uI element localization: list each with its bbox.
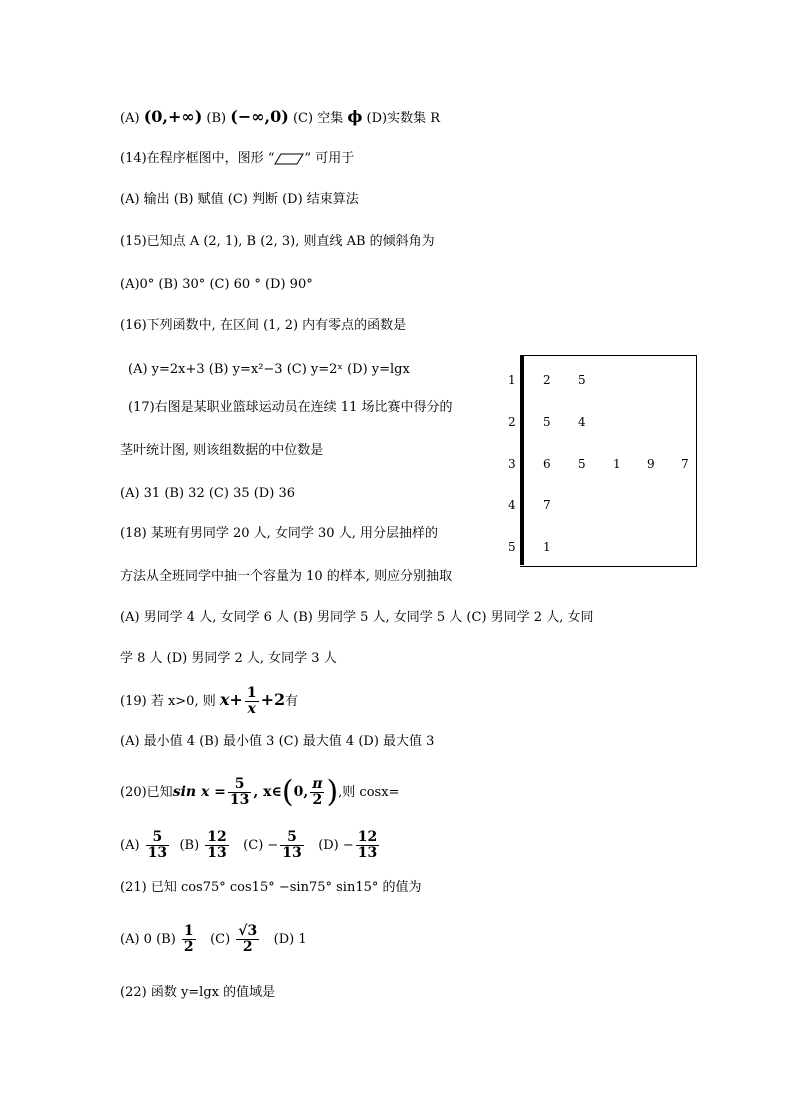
q22-question: (22) 函数 y=lgx 的值域是	[120, 985, 276, 1000]
q15-question: (15)已知点 A (2, 1), B (2, 3), 则直线 AB 的倾斜角为	[120, 234, 435, 249]
leaf-value: 5	[543, 415, 551, 429]
leaf-value: 7	[543, 498, 551, 512]
q20-fraction	[228, 777, 251, 808]
q21-question: (21) 已知 cos75° cos15° −sin75° sin15° 的值为	[120, 880, 422, 895]
stem-value: 3	[508, 457, 516, 471]
q20-b-frac	[205, 830, 228, 861]
q19-text-pre: (19) 若 x>0, 则	[120, 694, 216, 709]
leaf-value: 7	[681, 457, 689, 471]
q19-fraction-num: 1	[246, 685, 257, 701]
q20-text-pre: (20)已知	[120, 785, 173, 800]
q19-text-post: 有	[285, 694, 299, 709]
q15-options: (A)0° (B) 30° (C) 60 ° (D) 90°	[120, 277, 313, 292]
q21-half-frac	[182, 924, 196, 955]
q21-root-den: 2	[242, 939, 253, 955]
q20-b-den: 13	[207, 845, 227, 861]
q14-question	[120, 149, 354, 169]
q18-question-line1: (18) 某班有男同学 20 人, 女同学 30 人, 用分层抽样的	[120, 526, 438, 541]
q20-a-den: 13	[147, 845, 168, 861]
q14-text-post: ” 可用于	[304, 151, 355, 166]
q21-half-num: 1	[183, 923, 194, 939]
parallelogram-icon	[274, 153, 304, 165]
q20-paren-open: (	[281, 774, 294, 810]
q16-options: (A) y=2x+3 (B) y=x²−3 (C) y=2ˣ (D) y=lgx	[128, 362, 410, 377]
q20-d-num: 12	[357, 829, 378, 845]
q20-b-num: 12	[207, 829, 227, 845]
q20-question	[120, 772, 399, 813]
q20-d-label: (D) −	[318, 838, 354, 853]
q20-text-post: ,则 cosx=	[338, 785, 400, 800]
q20-sin-expr: sin x =	[172, 784, 226, 800]
q20-c-num: 5	[280, 830, 303, 846]
q13-options	[120, 107, 440, 129]
q18-question-line2: 方法从全班同学中抽一个容量为 10 的样本, 则应分别抽取	[120, 569, 453, 584]
q21-half-den: 2	[183, 939, 194, 955]
q13-b-value: (−∞,0)	[230, 107, 289, 126]
q21-ab-label: (A) 0 (B)	[120, 932, 176, 947]
q20-a-num: 5	[146, 830, 169, 846]
q20-c-den: 13	[282, 845, 302, 861]
q19-expr-plus2: +2	[260, 690, 286, 709]
q20-c-frac	[280, 830, 303, 861]
q20-a-label: (A)	[120, 838, 140, 853]
q21-d-label: (D) 1	[273, 932, 307, 947]
q20-fraction-num: 5	[228, 777, 251, 793]
stem-value: 4	[508, 498, 516, 512]
q17-question-line2: 茎叶统计图, 则该组数据的中位数是	[120, 443, 324, 458]
q19-question	[120, 682, 298, 720]
q18-options-line1: (A) 男同学 4 人, 女同学 6 人 (B) 男同学 5 人, 女同学 5 人 (C) 男同学 2 人, 女同	[120, 610, 594, 625]
leaf-value: 4	[578, 415, 586, 429]
q19-options: (A) 最小值 4 (B) 最小值 3 (C) 最大值 4 (D) 最大值 3	[120, 734, 435, 749]
stem-value: 5	[508, 540, 516, 554]
q20-pi-den: 2	[312, 792, 323, 808]
leaf-value: 5	[578, 457, 586, 471]
q14-text-pre: (14)在程序框图中，图形 “	[120, 151, 275, 166]
q20-d-frac	[356, 830, 379, 861]
q21-root-num: √3	[238, 923, 258, 939]
q19-fraction	[245, 686, 259, 717]
q20-pi-num: π	[312, 776, 323, 792]
q13-b-label: (B)	[206, 111, 227, 126]
q20-fraction-den: 13	[229, 792, 250, 808]
q13-d-label: (D)实数集 R	[366, 111, 441, 126]
empty-set-symbol: ϕ	[347, 107, 363, 126]
q20-interval-start: 0,	[293, 784, 309, 800]
leaf-value: 9	[647, 457, 655, 471]
q20-b-label: (B)	[179, 838, 200, 853]
q19-fraction-den: x	[247, 701, 256, 717]
q14-options: (A) 输出 (B) 赋值 (C) 判断 (D) 结束算法	[120, 192, 359, 207]
stem-value: 2	[508, 415, 516, 429]
leaf-value: 1	[613, 457, 621, 471]
q21-c-label: (C)	[210, 932, 231, 947]
leaf-value: 1	[543, 540, 551, 554]
leaf-value: 6	[543, 457, 551, 471]
leaf-value: 2	[543, 373, 551, 387]
q20-a-frac	[146, 830, 169, 861]
q20-c-label: (C) −	[243, 838, 279, 853]
q16-question: (16)下列函数中, 在区间 (1, 2) 内有零点的函数是	[120, 318, 407, 333]
stem-leaf-divider	[520, 355, 524, 565]
q20-pi-fraction	[310, 777, 324, 808]
stem-value: 1	[508, 373, 516, 387]
q17-options: (A) 31 (B) 32 (C) 35 (D) 36	[120, 486, 295, 501]
q21-options	[120, 920, 307, 960]
q20-paren-close: )	[326, 774, 339, 810]
q20-d-den: 13	[357, 845, 378, 861]
q19-expr-x: x+	[219, 690, 243, 709]
q13-a-label: (A)	[120, 111, 140, 126]
leaf-value: 5	[578, 373, 586, 387]
q20-in-expr: , x∈	[253, 784, 282, 800]
q17-question-line1: (17)右图是某职业篮球运动员在连续 11 场比赛中得分的	[128, 400, 453, 415]
q18-options-line2: 学 8 人 (D) 男同学 2 人, 女同学 3 人	[120, 651, 337, 666]
q20-options	[120, 826, 381, 866]
q13-a-value: (0,+∞)	[143, 107, 203, 126]
q21-root-frac	[236, 924, 259, 955]
q13-c-label: (C) 空集	[292, 111, 344, 126]
